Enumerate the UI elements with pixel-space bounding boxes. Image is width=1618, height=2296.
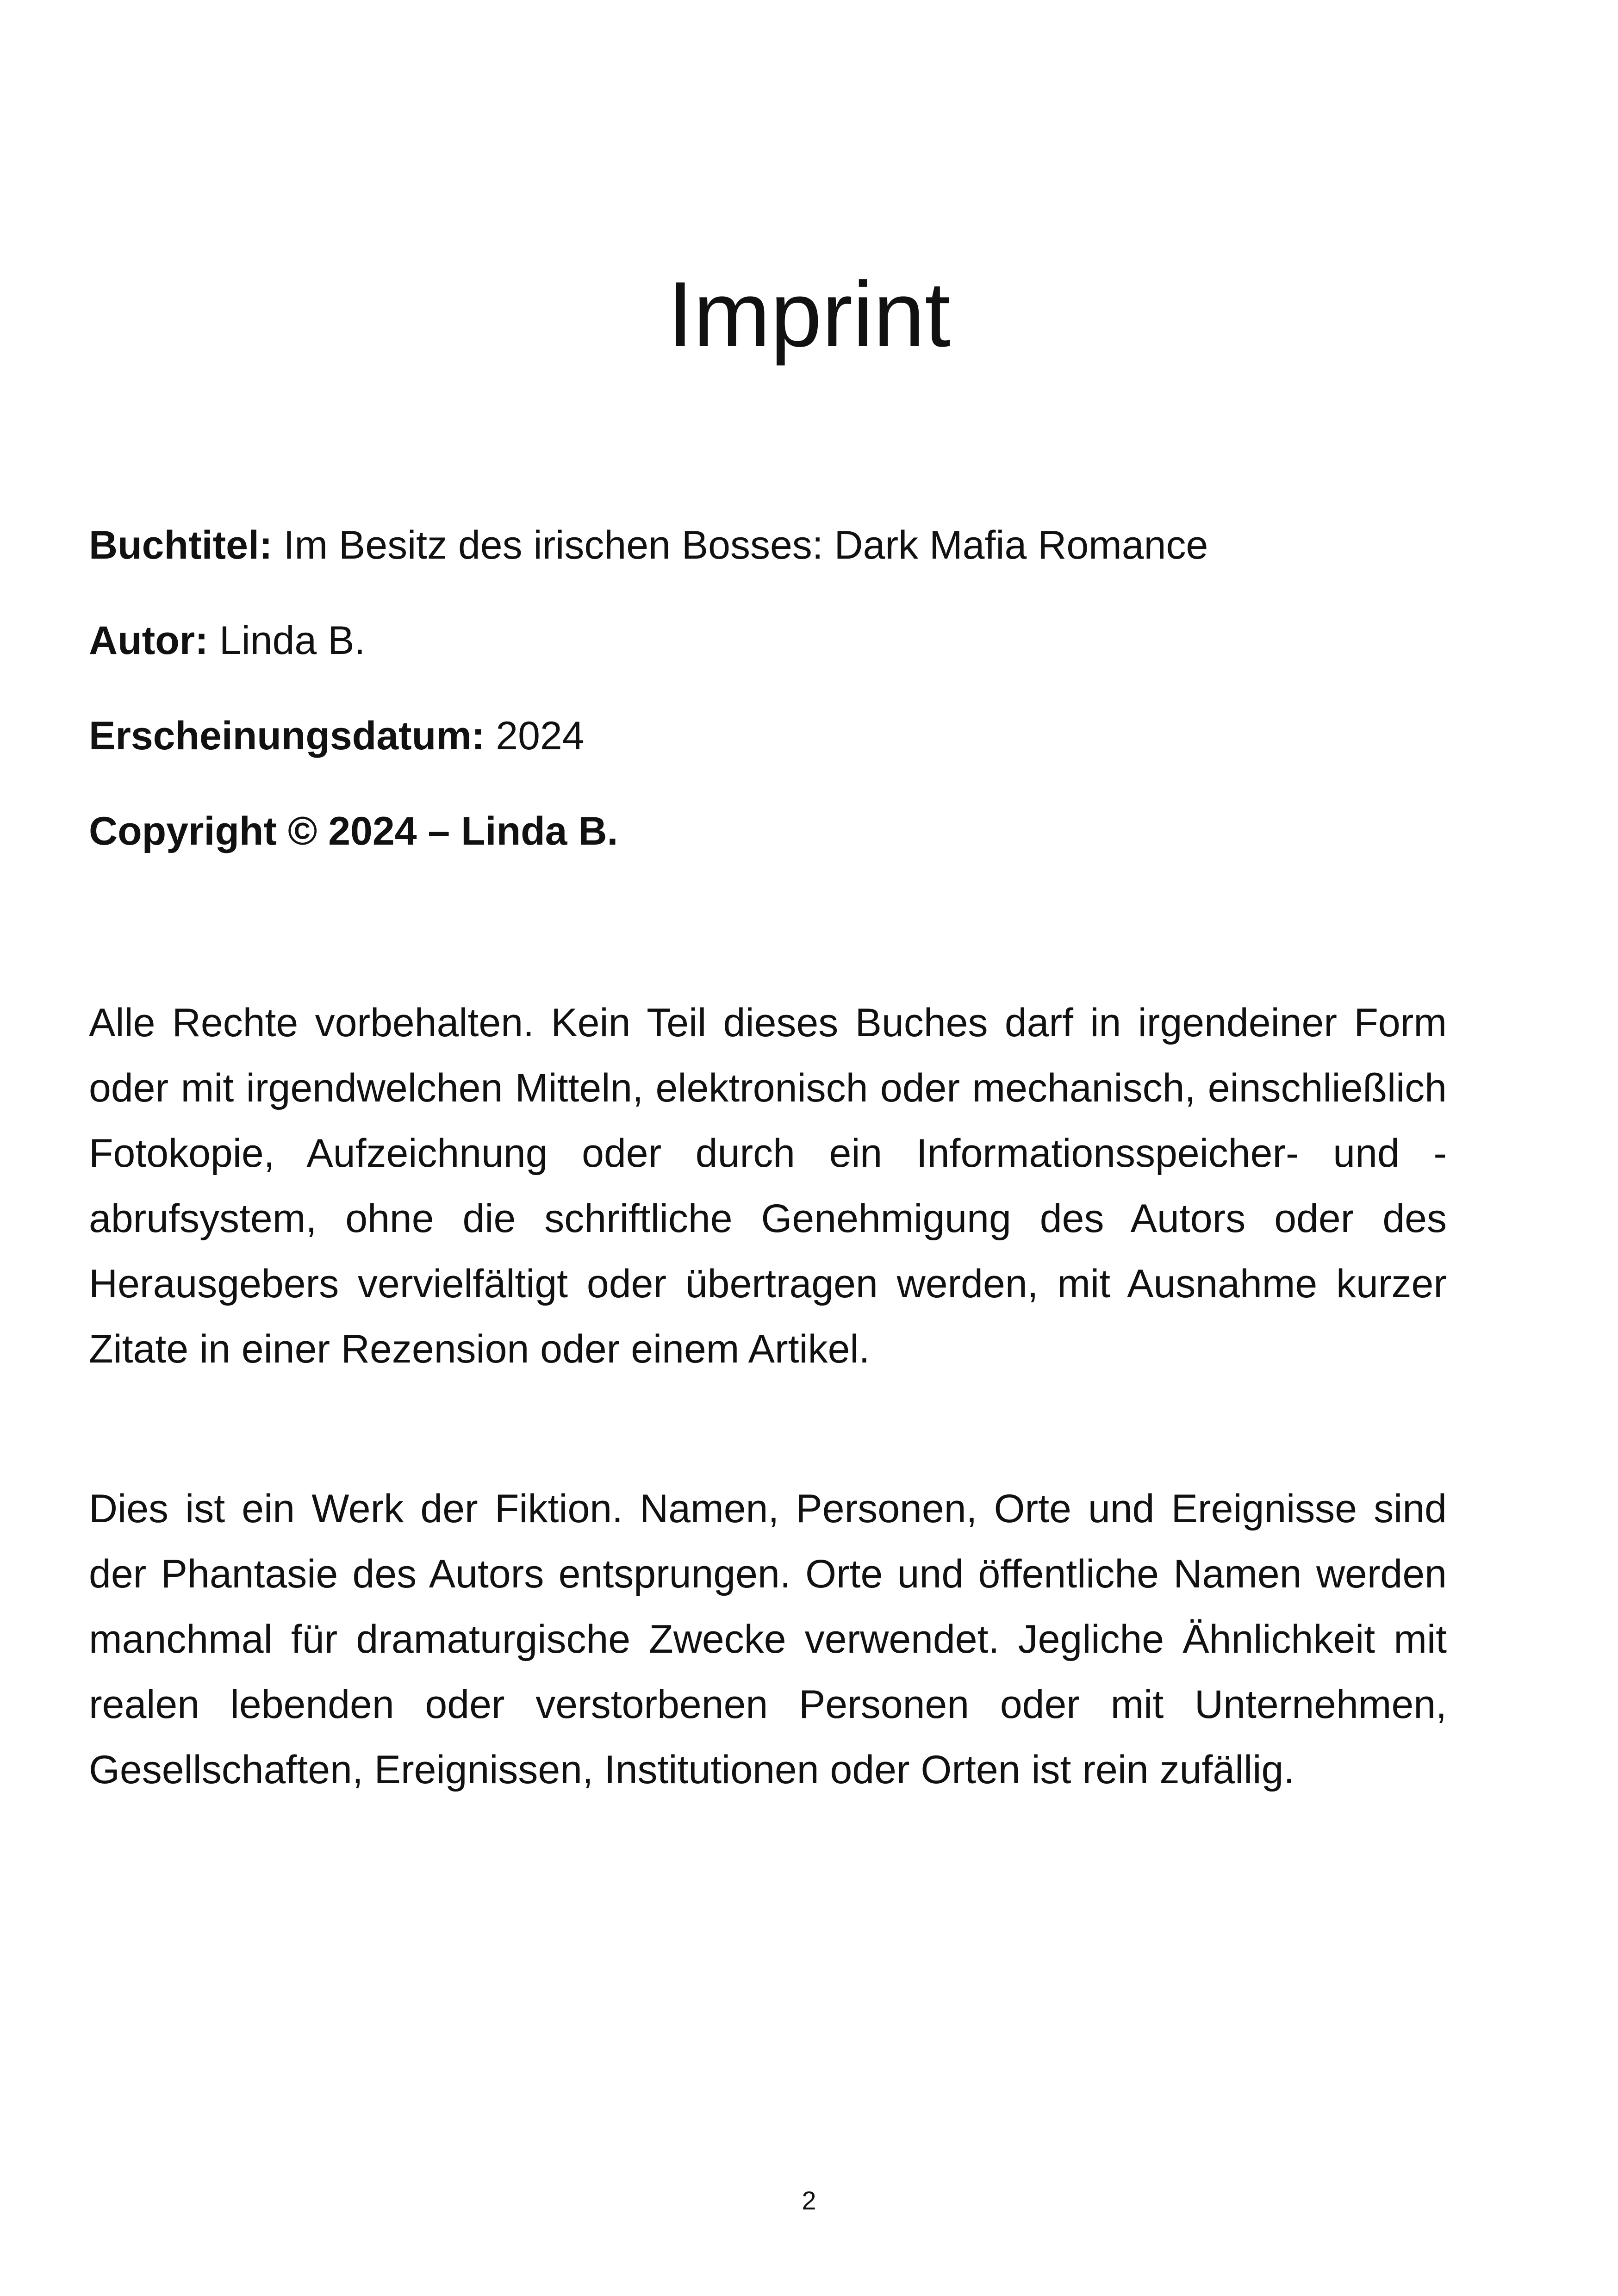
- publication-date-label: Erscheinungsdatum:: [89, 714, 485, 758]
- publication-date-value: 2024: [496, 714, 585, 758]
- author-value: Linda B.: [219, 618, 366, 663]
- book-title-line: [89, 517, 1208, 573]
- author-line: [89, 613, 365, 668]
- rights-paragraph: Alle Rechte vorbehalten. Kein Teil dieses Buches darf in irgendeiner Form oder mit irgendwelchen Mitteln, elektronisch oder mechanisch, einschließlich Fotokopie, Aufzeichnung oder durch ein Informationsspeicher- und -abrufsystem, ohne die schriftliche Genehmigung des Autors oder des Herausgebers vervielfältigt oder übertragen werden, mit Ausnahme kurzer Zitate in einer Rezension oder einem Artikel.: [89, 1001, 1447, 1371]
- author-label: Autor:: [89, 618, 208, 663]
- page-title: Imprint: [667, 263, 951, 366]
- publication-date-line: [89, 708, 585, 764]
- copyright-line: Copyright © 2024 – Linda B.: [89, 809, 618, 853]
- book-title-label: Buchtitel:: [89, 523, 273, 567]
- book-title-value: Im Besitz des irischen Bosses: Dark Mafia Romance: [283, 523, 1208, 567]
- page-number: 2: [802, 2186, 816, 2215]
- fiction-disclaimer-paragraph: Dies ist ein Werk der Fiktion. Namen, Personen, Orte und Ereignisse sind der Phantasie des Autors entsprungen. Orte und öffentliche Namen werden manchmal für dramaturgische Zwecke verwendet. Jegliche Ähnlichkeit mit realen lebenden oder verstorbenen Personen oder mit Unternehmen, Gesellschaften, Ereignissen, Institutionen oder Orten ist rein zufällig.: [89, 1487, 1447, 1792]
